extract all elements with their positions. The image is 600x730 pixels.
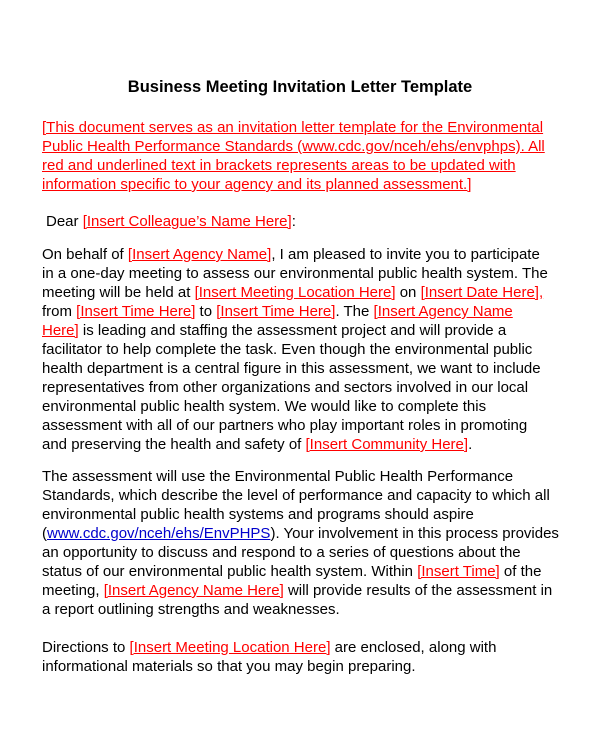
instruction-line: information specific to your agency and its planned assessment.] xyxy=(42,176,472,193)
text-segment: status of our environmental public health system. Within xyxy=(42,563,418,580)
colleague-name-field: [Insert Colleague’s Name Here] xyxy=(82,213,292,230)
text-line xyxy=(42,638,564,657)
salutation xyxy=(46,212,568,231)
text-line: facilitator to help complete the task. Even though the environmental public xyxy=(42,341,533,358)
text-segment: meeting, xyxy=(42,582,104,599)
text-segment: ( xyxy=(42,525,47,542)
text-segment: , I am pleased to invite you to participate xyxy=(271,246,540,263)
start-time-field: [Insert Time Here] xyxy=(76,303,196,320)
text-line xyxy=(42,302,564,321)
text-segment: are enclosed, along with xyxy=(330,639,497,656)
text-line: health department is a central figure in this assessment, we want to include xyxy=(42,360,541,377)
text-line: representatives from other organizations and sectors involved in our local xyxy=(42,379,529,396)
date-field: [Insert Date Here], xyxy=(420,284,544,301)
text-segment: to xyxy=(195,303,217,320)
paragraph-directions xyxy=(42,638,564,676)
text-line: informational materials so that you may begin preparing. xyxy=(42,658,416,675)
text-line xyxy=(42,435,564,454)
envphps-link[interactable]: www.cdc.gov/nceh/ehs/EnvPHPS xyxy=(47,525,271,542)
text-segment: on xyxy=(395,284,421,301)
meeting-location-field: [Insert Meeting Location Here] xyxy=(194,284,396,301)
text-line: environmental public health system. We would like to complete this xyxy=(42,398,487,415)
text-line: an opportunity to discuss and respond to a series of questions about the xyxy=(42,544,521,561)
text-segment: from xyxy=(42,303,77,320)
text-segment: of the xyxy=(499,563,542,580)
document-title: Business Meeting Invitation Letter Template xyxy=(127,78,473,96)
template-instructions xyxy=(42,118,564,194)
text-line: environmental public health systems and programs should aspire xyxy=(42,506,474,523)
time-period-field: [Insert Time] xyxy=(417,563,500,580)
agency-name-field: [Insert Agency Name] xyxy=(127,246,272,263)
instruction-line: red and underlined text in brackets represents areas to be updated with xyxy=(42,157,516,174)
text-segment: . The xyxy=(335,303,374,320)
agency-name-field-3: [Insert Agency Name Here] xyxy=(103,582,284,599)
instruction-line: Public Health Performance Standards (www.cdc.gov/nceh/ehs/envphps). All xyxy=(42,138,545,155)
text-line: assessment with all of our partners who play important roles in promoting xyxy=(42,417,528,434)
text-segment: meeting will be held at xyxy=(42,284,195,301)
meeting-location-field-2: [Insert Meeting Location Here] xyxy=(129,639,331,656)
text-segment: ). Your involvement in this process provides xyxy=(270,525,559,542)
text-segment: On behalf of xyxy=(42,246,128,263)
salutation-suffix: : xyxy=(291,213,296,230)
end-time-field: [Insert Time Here] xyxy=(216,303,336,320)
agency-name-field-2-cont: Here] xyxy=(42,322,79,339)
text-line: in a one-day meeting to assess our environmental public health system. The xyxy=(42,265,548,282)
instruction-line: [This document serves as an invitation letter template for the Environmental xyxy=(42,119,544,136)
salutation-line xyxy=(46,212,568,231)
salutation-prefix: Dear xyxy=(46,213,83,230)
community-field: [Insert Community Here] xyxy=(305,436,469,453)
text-line: The assessment will use the Environmental Public Health Performance xyxy=(42,468,514,485)
text-line: a report outlining strengths and weaknesses. xyxy=(42,601,340,618)
text-segment: is leading and staffing the assessment project and will provide a xyxy=(78,322,507,339)
text-line xyxy=(42,581,564,600)
paragraph-invitation xyxy=(42,245,564,454)
text-segment: Directions to xyxy=(42,639,130,656)
text-line xyxy=(42,245,564,264)
text-line xyxy=(42,321,564,340)
text-segment: will provide results of the assessment in xyxy=(283,582,553,599)
agency-name-field-2: [Insert Agency Name xyxy=(373,303,513,320)
text-line xyxy=(42,562,564,581)
text-line xyxy=(42,524,564,543)
text-line: Standards, which describe the level of performance and capacity to which all xyxy=(42,487,550,504)
text-segment: . xyxy=(468,436,473,453)
text-segment: and preserving the health and safety of xyxy=(42,436,306,453)
text-line xyxy=(42,283,564,302)
paragraph-assessment xyxy=(42,467,564,619)
